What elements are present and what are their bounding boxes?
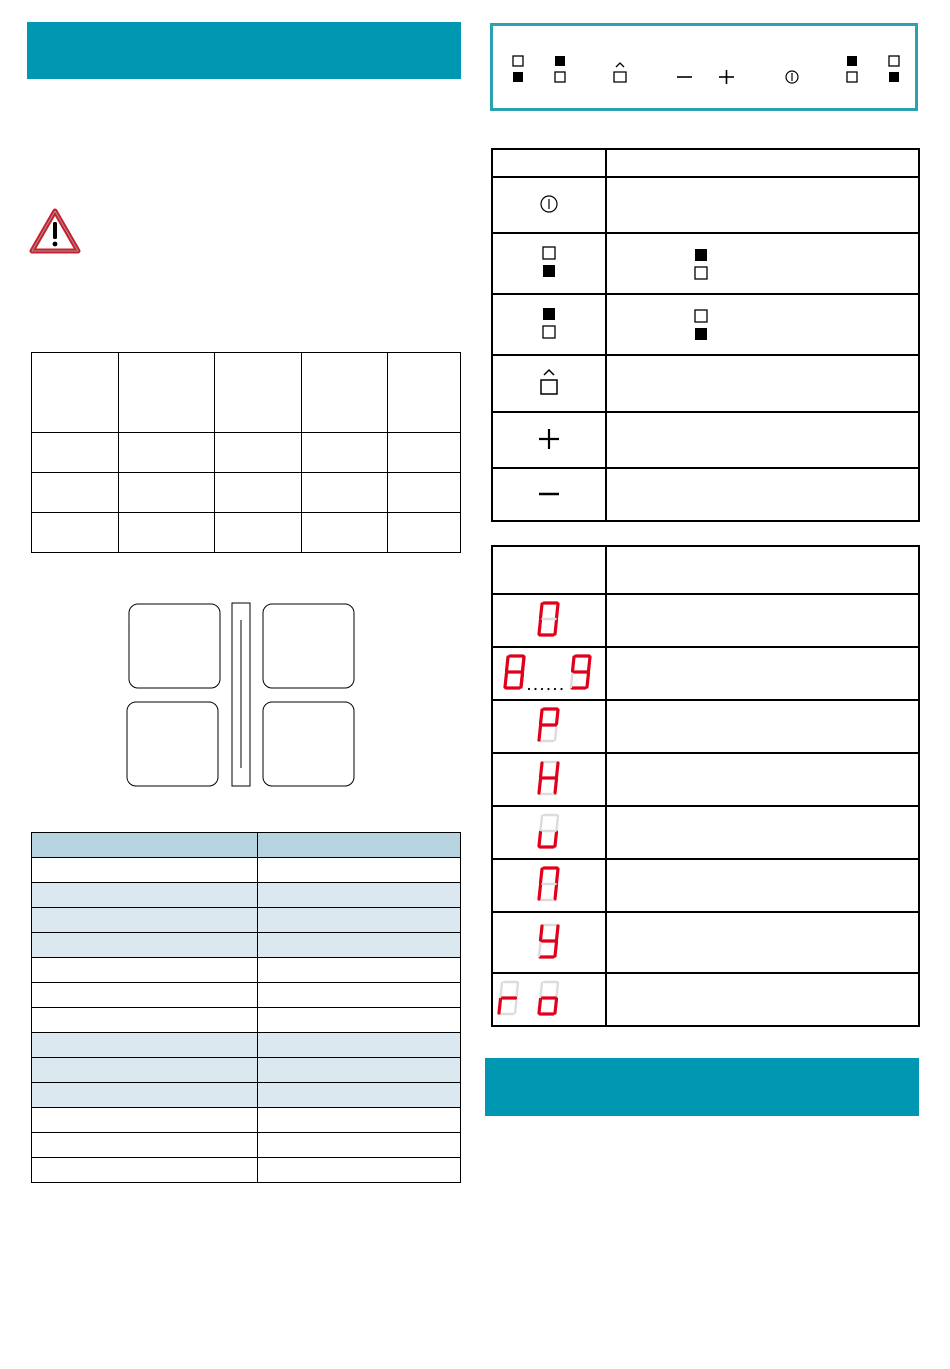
lit-segment bbox=[555, 832, 557, 846]
table-cell bbox=[32, 908, 258, 933]
lit-segment bbox=[557, 710, 559, 724]
table-header-cell bbox=[606, 149, 919, 177]
table-cell bbox=[492, 647, 606, 700]
table-cell bbox=[215, 513, 302, 553]
table-cell bbox=[32, 513, 119, 553]
table-cell bbox=[492, 594, 606, 647]
lit-segment bbox=[555, 885, 557, 899]
table-cell bbox=[492, 294, 606, 355]
child-lock-icon bbox=[538, 368, 560, 396]
display-code-glyph bbox=[535, 864, 563, 904]
table-header-cell bbox=[32, 353, 119, 433]
cooking-zone-layout-diagram bbox=[120, 598, 365, 793]
lit-segment bbox=[587, 673, 589, 687]
section-title-left bbox=[27, 22, 461, 58]
table-cell bbox=[492, 233, 606, 294]
display-code-glyph bbox=[495, 978, 595, 1018]
table-cell bbox=[258, 1058, 461, 1083]
section-title-right bbox=[485, 1058, 919, 1094]
ellipsis-dot bbox=[547, 688, 549, 690]
zone-selector-rear-left-icon[interactable] bbox=[555, 56, 565, 82]
table-cell bbox=[606, 177, 919, 233]
table-cell bbox=[258, 1008, 461, 1033]
power-icon bbox=[539, 194, 559, 214]
lit-segment bbox=[555, 999, 557, 1013]
table-cell bbox=[606, 594, 919, 647]
table-cell bbox=[32, 433, 119, 473]
table-cell bbox=[606, 647, 919, 700]
zone-selector-rear-icon bbox=[541, 305, 557, 341]
warning-triangle-icon bbox=[29, 208, 81, 254]
lock-icon[interactable] bbox=[614, 63, 626, 82]
table-cell bbox=[388, 513, 461, 553]
unlit-segment bbox=[517, 983, 519, 997]
lit-segment bbox=[523, 657, 525, 671]
table-cell bbox=[492, 859, 606, 912]
zone-selector-front-right-icon[interactable] bbox=[889, 56, 899, 82]
lit-segment bbox=[539, 885, 541, 899]
table-cell bbox=[215, 473, 302, 513]
lit-segment bbox=[505, 673, 507, 687]
display-code-glyph bbox=[535, 811, 563, 851]
table-cell bbox=[258, 883, 461, 908]
table-cell bbox=[606, 912, 919, 973]
table-cell bbox=[492, 468, 606, 521]
table-cell bbox=[302, 513, 388, 553]
unlit-segment bbox=[515, 999, 517, 1013]
table-header-cell bbox=[119, 353, 215, 433]
table-cell bbox=[258, 1108, 461, 1133]
table-cell bbox=[32, 1033, 258, 1058]
table-header-cell bbox=[32, 833, 258, 858]
lit-segment bbox=[573, 657, 575, 671]
zone-indicator-icon bbox=[693, 307, 709, 343]
unlit-segment bbox=[539, 942, 541, 956]
lit-segment bbox=[539, 620, 541, 634]
table-cell bbox=[302, 433, 388, 473]
lit-segment bbox=[539, 999, 541, 1013]
table-cell bbox=[32, 1008, 258, 1033]
table-cell bbox=[606, 700, 919, 753]
unlit-segment bbox=[501, 983, 503, 997]
table-cell bbox=[32, 1083, 258, 1108]
table-cell bbox=[119, 433, 215, 473]
table-cell bbox=[32, 1133, 258, 1158]
table-cell bbox=[258, 858, 461, 883]
table-header-cell bbox=[492, 149, 606, 177]
table-cell bbox=[32, 958, 258, 983]
unlit-segment bbox=[555, 726, 557, 740]
zone-selector-front-left-icon[interactable] bbox=[513, 56, 523, 82]
lit-segment bbox=[521, 673, 523, 687]
table-cell bbox=[606, 294, 919, 355]
table-header-cell bbox=[606, 546, 919, 594]
table-cell bbox=[388, 473, 461, 513]
zone-top-right bbox=[263, 604, 354, 688]
ellipsis-dot bbox=[554, 688, 556, 690]
lit-segment bbox=[541, 710, 543, 724]
table-cell bbox=[606, 973, 919, 1026]
table-cell bbox=[119, 513, 215, 553]
unlit-segment bbox=[541, 816, 543, 830]
display-code-glyph bbox=[535, 599, 563, 639]
lit-segment bbox=[557, 869, 559, 883]
table-cell bbox=[258, 1083, 461, 1108]
table-header-cell bbox=[492, 546, 606, 594]
table-cell bbox=[258, 933, 461, 958]
table-cell bbox=[32, 1058, 258, 1083]
table-cell bbox=[258, 1133, 461, 1158]
ellipsis-dot bbox=[560, 688, 562, 690]
table-cell bbox=[492, 177, 606, 233]
lit-segment bbox=[555, 779, 557, 793]
display-code-table bbox=[491, 545, 920, 1027]
table-cell bbox=[606, 806, 919, 859]
display-code-glyph bbox=[535, 921, 563, 961]
display-code-glyph bbox=[535, 705, 563, 745]
table-cell bbox=[606, 468, 919, 521]
table-cell bbox=[302, 473, 388, 513]
table-cell bbox=[606, 233, 919, 294]
table-cell bbox=[606, 753, 919, 806]
unlit-segment bbox=[557, 983, 559, 997]
table-cell bbox=[258, 983, 461, 1008]
table-cell bbox=[32, 1158, 258, 1183]
lit-segment bbox=[499, 999, 501, 1013]
unlit-segment bbox=[557, 816, 559, 830]
table-cell bbox=[606, 859, 919, 912]
power-icon[interactable] bbox=[786, 71, 798, 83]
lit-segment bbox=[539, 832, 541, 846]
lit-segment bbox=[541, 604, 543, 618]
lit-segment bbox=[507, 657, 509, 671]
zone-power-table bbox=[31, 352, 461, 553]
zone-top-left bbox=[129, 604, 220, 688]
table-cell bbox=[258, 958, 461, 983]
lit-segment bbox=[541, 926, 543, 940]
lit-segment bbox=[555, 942, 557, 956]
table-cell bbox=[32, 1108, 258, 1133]
table-cell bbox=[606, 355, 919, 412]
table-cell bbox=[32, 933, 258, 958]
plus-icon[interactable] bbox=[719, 70, 734, 84]
table-cell bbox=[492, 753, 606, 806]
table-cell bbox=[258, 908, 461, 933]
lit-segment bbox=[539, 726, 541, 740]
zone-selector-front-icon bbox=[541, 244, 557, 280]
table-cell bbox=[492, 700, 606, 753]
table-cell bbox=[32, 983, 258, 1008]
lit-segment bbox=[557, 926, 559, 940]
ellipsis-dot bbox=[541, 688, 543, 690]
table-cell bbox=[32, 473, 119, 513]
control-panel bbox=[490, 23, 918, 111]
plus-icon bbox=[537, 427, 561, 451]
table-header-cell bbox=[302, 353, 388, 433]
specification-table bbox=[31, 832, 461, 1183]
table-cell bbox=[258, 1158, 461, 1183]
table-header-cell bbox=[215, 353, 302, 433]
table-cell bbox=[215, 433, 302, 473]
table-cell bbox=[492, 973, 606, 1026]
table-cell bbox=[388, 433, 461, 473]
lit-segment bbox=[557, 763, 559, 777]
table-cell bbox=[32, 883, 258, 908]
display-code-glyph bbox=[501, 652, 597, 692]
table-header-cell bbox=[388, 353, 461, 433]
zone-indicator-icon bbox=[693, 246, 709, 282]
ellipsis-dot bbox=[534, 688, 536, 690]
lit-segment bbox=[541, 763, 543, 777]
table-cell bbox=[492, 355, 606, 412]
section-banner-right bbox=[485, 1058, 919, 1116]
minus-icon bbox=[537, 489, 561, 499]
ellipsis-dot bbox=[528, 688, 530, 690]
table-cell bbox=[258, 1033, 461, 1058]
table-cell bbox=[492, 412, 606, 468]
unlit-segment bbox=[571, 673, 573, 687]
table-cell bbox=[492, 912, 606, 973]
zone-bottom-left bbox=[127, 702, 218, 786]
key-function-table bbox=[491, 148, 920, 522]
display-code-glyph bbox=[535, 758, 563, 798]
zone-bottom-right bbox=[263, 702, 354, 786]
zone-selector-rear-right-icon[interactable] bbox=[847, 56, 857, 82]
lit-segment bbox=[539, 779, 541, 793]
section-banner-left bbox=[27, 22, 461, 79]
table-cell bbox=[32, 858, 258, 883]
lit-segment bbox=[555, 620, 557, 634]
table-cell bbox=[492, 806, 606, 859]
unlit-segment bbox=[541, 983, 543, 997]
table-cell bbox=[606, 412, 919, 468]
table-cell bbox=[119, 473, 215, 513]
lit-segment bbox=[541, 869, 543, 883]
table-header-cell bbox=[258, 833, 461, 858]
lit-segment bbox=[589, 657, 591, 671]
lit-segment bbox=[557, 604, 559, 618]
